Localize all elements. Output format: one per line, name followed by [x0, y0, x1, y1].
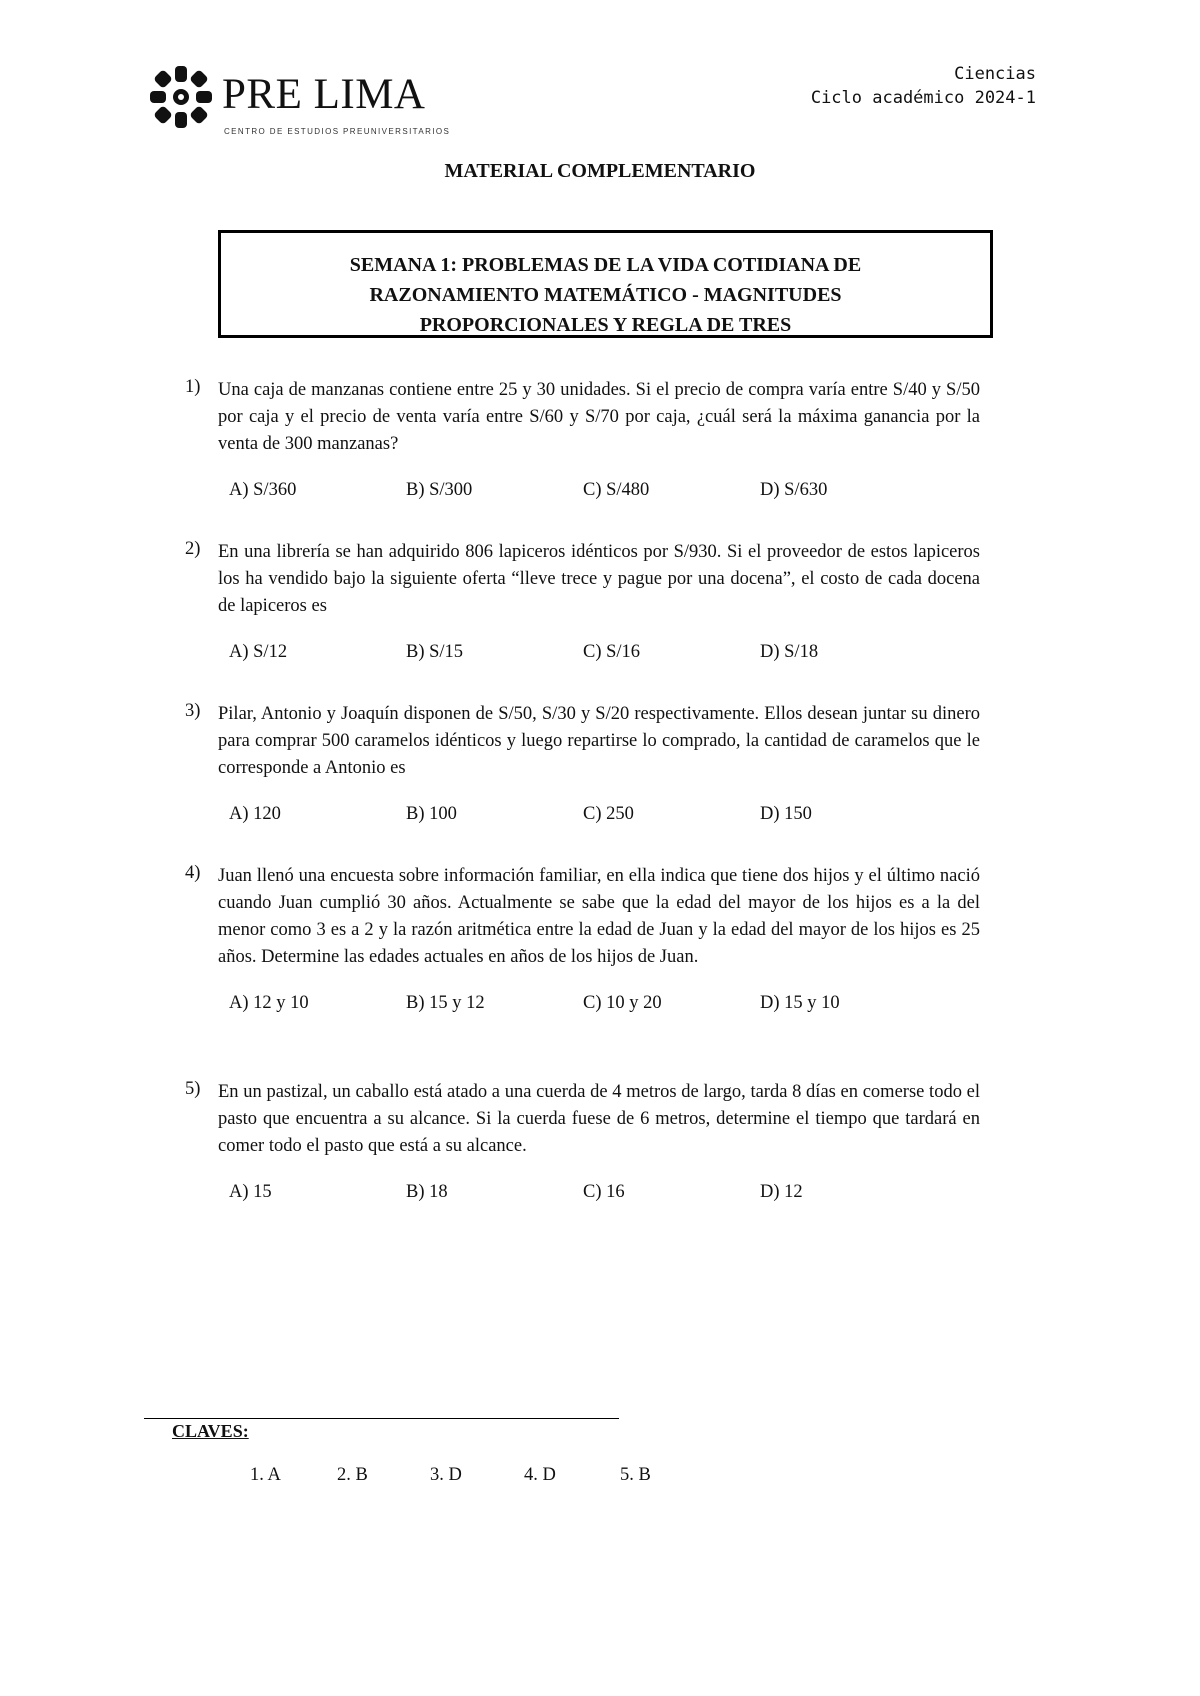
cycle-label: Ciclo académico 2024-1 — [810, 88, 1036, 108]
question-1 — [185, 377, 980, 507]
question-text: Una caja de manzanas contiene entre 25 y 30 unidades. Si el precio de compra varía entre S/40 y S/50 por caja y el precio de venta varía entre S/60 y S/70 por caja, ¿cuál será la máxima ganancia por la venta de 300 manzanas? — [218, 380, 980, 454]
week-title-line-2: RAZONAMIENTO MATEMÁTICO - MAGNITUDES — [369, 284, 842, 306]
question-options — [229, 993, 980, 1020]
question-number: 3) — [185, 701, 201, 721]
question-options — [229, 642, 980, 669]
week-title-line-3: PROPORCIONALES Y REGLA DE TRES — [419, 314, 792, 336]
week-title — [221, 233, 990, 340]
option-d: D) 12 — [760, 1182, 803, 1202]
option-b: B) 15 y 12 — [406, 993, 485, 1013]
question-3 — [185, 701, 980, 831]
answer-4: 4. D — [524, 1465, 556, 1485]
question-options — [229, 1182, 980, 1209]
header-info — [811, 62, 1036, 110]
week-title-line-1: SEMANA 1: PROBLEMAS DE LA VIDA COTIDIANA DE — [349, 254, 862, 276]
answer-3: 3. D — [430, 1465, 462, 1485]
option-c: C) 10 y 20 — [583, 993, 662, 1013]
question-4 — [185, 863, 980, 1020]
question-2 — [185, 539, 980, 669]
option-c: C) S/16 — [583, 642, 641, 662]
question-5 — [185, 1079, 980, 1209]
option-a: A) 120 — [229, 804, 281, 824]
document-title: MATERIAL COMPLEMENTARIO — [444, 160, 756, 182]
answer-2: 2. B — [337, 1465, 368, 1485]
question-text: Juan llenó una encuesta sobre información familiar, en ella indica que tiene dos hijos y el último nació cuando Juan cumplió 30 años. Actualmente se sabe que la edad del mayor de los hijos es a la del menor como 3 es a 2 y la razón aritmética entre la edad de Juan y la edad del mayor de los hijos es 25 años. Determine las edades actuales en años de los hijos de Juan. — [218, 866, 980, 967]
option-a: A) S/12 — [229, 642, 288, 662]
logo-tagline: CENTRO DE ESTUDIOS PREUNIVERSITARIOS — [224, 127, 451, 136]
question-options — [229, 480, 980, 507]
option-b: B) S/15 — [406, 642, 464, 662]
option-a: A) 15 — [229, 1182, 272, 1202]
option-d: D) 150 — [760, 804, 812, 824]
answer-5: 5. B — [620, 1465, 651, 1485]
option-b: B) 18 — [406, 1182, 448, 1202]
option-c: C) S/480 — [583, 480, 650, 500]
answer-key-title: CLAVES: — [172, 1421, 249, 1441]
question-options — [229, 804, 980, 831]
question-text: En un pastizal, un caballo está atado a una cuerda de 4 metros de largo, tarda 8 días en comerse todo el pasto que encuentra a su alcance. Si la cuerda fuese de 6 metros, determine el tiempo que tardará en comer todo el pasto que está a su alcance. — [218, 1082, 980, 1156]
option-d: D) S/630 — [760, 480, 828, 500]
option-a: A) S/360 — [229, 480, 297, 500]
question-text: Pilar, Antonio y Joaquín disponen de S/50, S/30 y S/20 respectivamente. Ellos desean juntar su dinero para comprar 500 caramelos idénticos y luego repartirse lo comprado, la cantidad de caramelos que le corresponde a Antonio es — [218, 704, 980, 778]
question-text: En una librería se han adquirido 806 lapiceros idénticos por S/930. Si el proveedor de estos lapiceros los ha vendido bajo la siguiente oferta “lleve trece y pague por una docena”, el costo de cada docena de lapiceros es — [218, 542, 980, 616]
question-number: 1) — [185, 377, 201, 397]
option-d: D) 15 y 10 — [760, 993, 840, 1013]
flower-logo-icon — [148, 64, 214, 130]
question-number: 2) — [185, 539, 201, 559]
option-c: C) 16 — [583, 1182, 625, 1202]
footer-divider — [144, 1418, 619, 1419]
subject-label: Ciencias — [954, 64, 1036, 84]
prelima-logo — [148, 64, 451, 144]
option-a: A) 12 y 10 — [229, 993, 309, 1013]
question-number: 5) — [185, 1079, 201, 1099]
week-title-box — [218, 230, 993, 338]
option-d: D) S/18 — [760, 642, 819, 662]
question-number: 4) — [185, 863, 201, 883]
option-b: B) 100 — [406, 804, 457, 824]
option-b: B) S/300 — [406, 480, 473, 500]
logo-name: PRE LIMA — [222, 71, 426, 118]
answer-1: 1. A — [250, 1465, 281, 1485]
option-c: C) 250 — [583, 804, 634, 824]
